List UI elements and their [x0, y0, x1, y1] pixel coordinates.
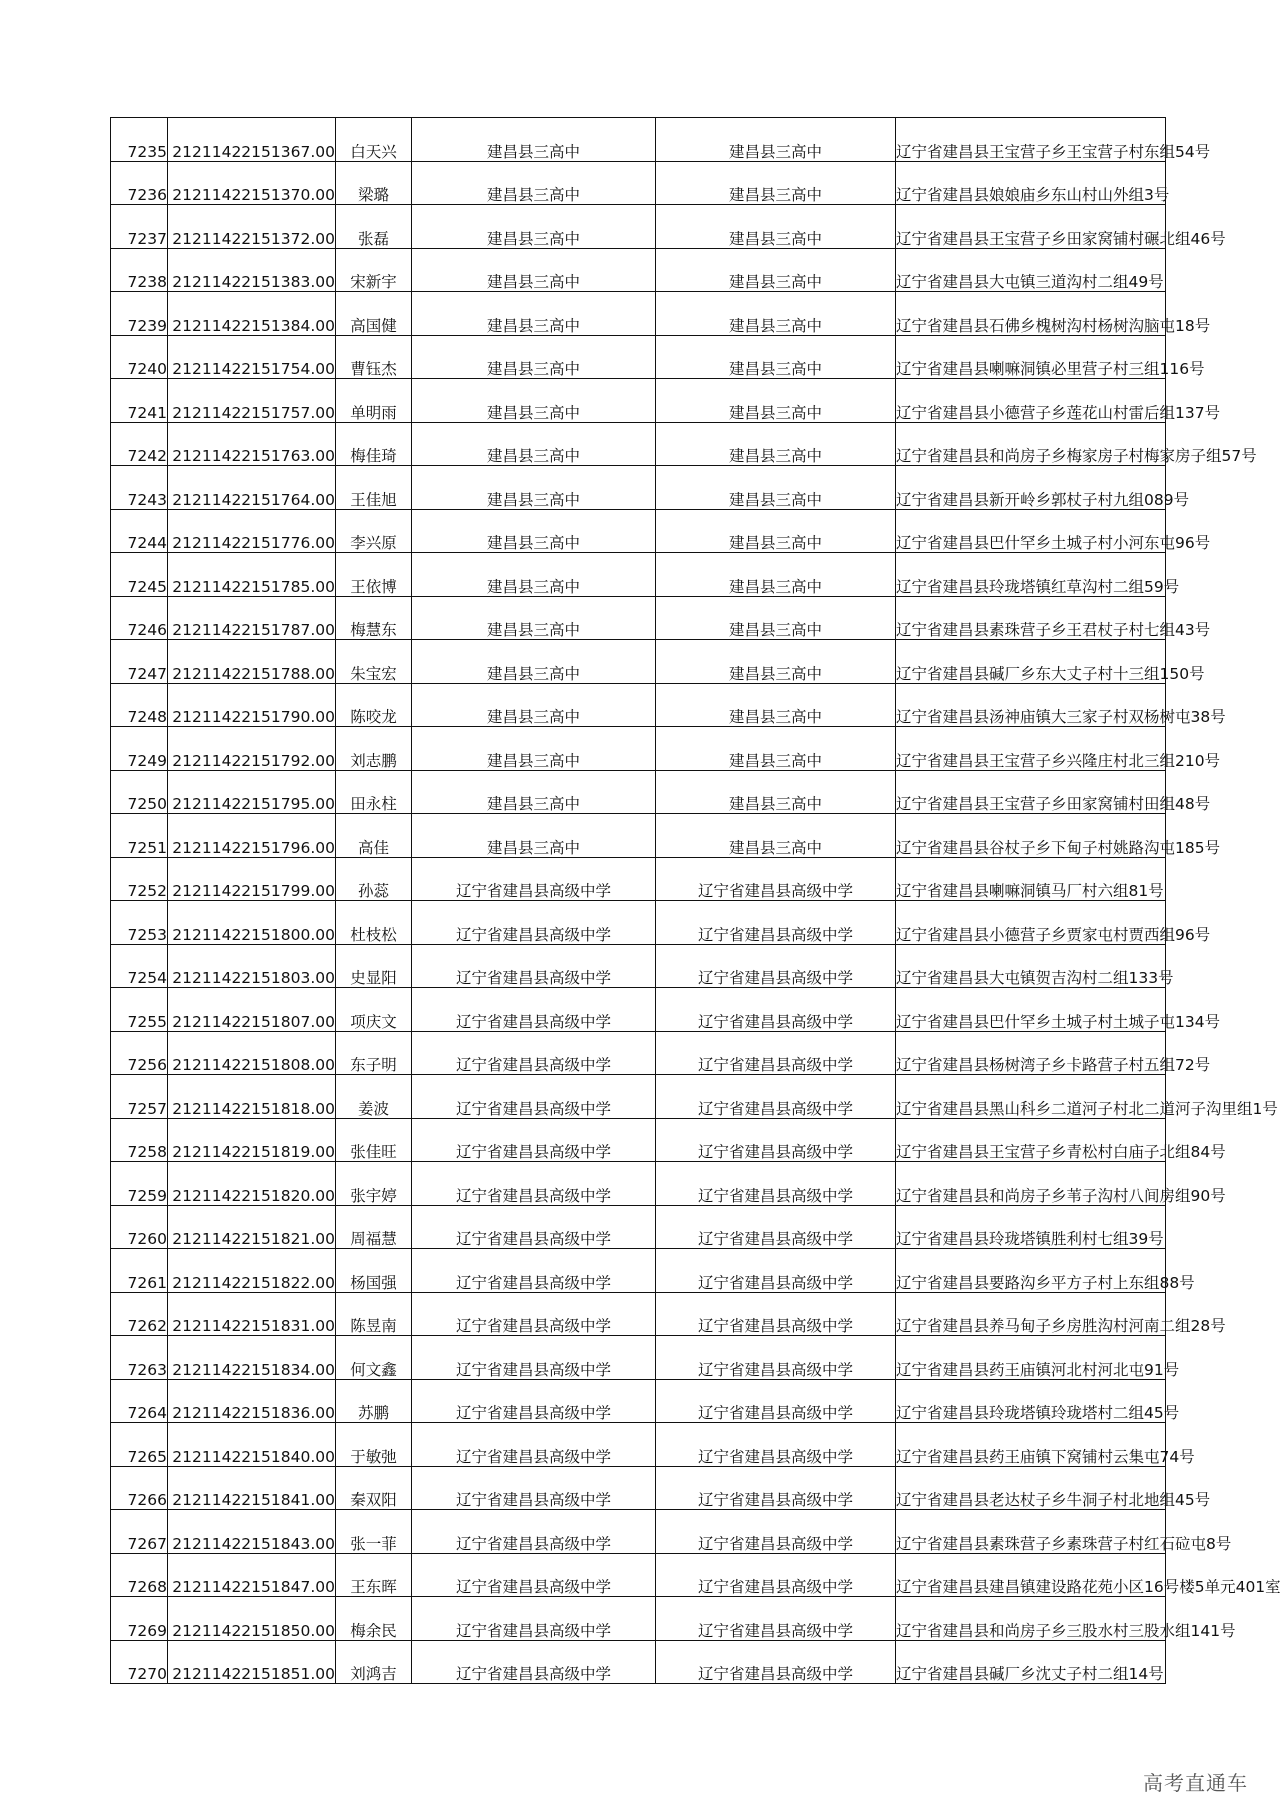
graduation-school-cell: 辽宁省建昌县高级中学	[656, 901, 896, 945]
graduation-school-cell: 辽宁省建昌县高级中学	[656, 1075, 896, 1119]
row-index-cell: 7239	[111, 292, 168, 336]
candidate-id-cell: 21211422151799.00	[168, 857, 336, 901]
school-name-cell: 辽宁省建昌县高级中学	[412, 1336, 656, 1380]
graduation-school-cell: 建昌县三高中	[656, 596, 896, 640]
table-row	[111, 1162, 1166, 1206]
candidate-id-cell: 21211422151367.00	[168, 118, 336, 162]
graduation-school-cell: 辽宁省建昌县高级中学	[656, 1118, 896, 1162]
row-index-cell: 7251	[111, 814, 168, 858]
candidate-id-cell: 21211422151819.00	[168, 1118, 336, 1162]
home-address-cell: 辽宁省建昌县小德营子乡莲花山村雷后组137号	[896, 379, 1166, 423]
school-name-cell: 辽宁省建昌县高级中学	[412, 1553, 656, 1597]
student-name-cell: 刘志鹏	[336, 727, 412, 771]
school-name-cell: 建昌县三高中	[412, 727, 656, 771]
school-name-cell: 辽宁省建昌县高级中学	[412, 1249, 656, 1293]
student-name-cell: 张宇婷	[336, 1162, 412, 1206]
student-name-cell: 宋新宇	[336, 248, 412, 292]
graduation-school-cell: 建昌县三高中	[656, 161, 896, 205]
home-address-cell: 辽宁省建昌县和尚房子乡梅家房子村梅家房子组57号	[896, 422, 1166, 466]
student-name-cell: 何文鑫	[336, 1336, 412, 1380]
table-row	[111, 335, 1166, 379]
graduation-school-cell: 辽宁省建昌县高级中学	[656, 1031, 896, 1075]
graduation-school-cell: 建昌县三高中	[656, 292, 896, 336]
student-name-cell: 杨国强	[336, 1249, 412, 1293]
table-row	[111, 770, 1166, 814]
graduation-school-cell: 建昌县三高中	[656, 509, 896, 553]
row-index-cell: 7249	[111, 727, 168, 771]
home-address-cell: 辽宁省建昌县素珠营子乡素珠营子村红石砬屯8号	[896, 1510, 1166, 1554]
candidate-id-cell: 21211422151384.00	[168, 292, 336, 336]
row-index-cell: 7245	[111, 553, 168, 597]
home-address-cell: 辽宁省建昌县喇嘛洞镇必里营子村三组116号	[896, 335, 1166, 379]
student-name-cell: 东子明	[336, 1031, 412, 1075]
graduation-school-cell: 辽宁省建昌县高级中学	[656, 1205, 896, 1249]
row-index-cell: 7263	[111, 1336, 168, 1380]
table-row	[111, 596, 1166, 640]
table-row	[111, 1292, 1166, 1336]
table-row	[111, 1249, 1166, 1293]
candidate-id-cell: 21211422151807.00	[168, 988, 336, 1032]
school-name-cell: 建昌县三高中	[412, 770, 656, 814]
student-name-cell: 刘鸿吉	[336, 1640, 412, 1684]
row-index-cell: 7261	[111, 1249, 168, 1293]
candidate-id-cell: 21211422151841.00	[168, 1466, 336, 1510]
graduation-school-cell: 辽宁省建昌县高级中学	[656, 1162, 896, 1206]
row-index-cell: 7236	[111, 161, 168, 205]
table-row	[111, 814, 1166, 858]
school-name-cell: 辽宁省建昌县高级中学	[412, 1379, 656, 1423]
graduation-school-cell: 建昌县三高中	[656, 770, 896, 814]
row-index-cell: 7250	[111, 770, 168, 814]
candidate-id-cell: 21211422151790.00	[168, 683, 336, 727]
table-row	[111, 1075, 1166, 1119]
graduation-school-cell: 辽宁省建昌县高级中学	[656, 1379, 896, 1423]
table-row	[111, 1118, 1166, 1162]
table-row	[111, 292, 1166, 336]
candidate-id-cell: 21211422151851.00	[168, 1640, 336, 1684]
row-index-cell: 7259	[111, 1162, 168, 1206]
school-name-cell: 辽宁省建昌县高级中学	[412, 1466, 656, 1510]
graduation-school-cell: 辽宁省建昌县高级中学	[656, 1466, 896, 1510]
row-index-cell: 7262	[111, 1292, 168, 1336]
school-name-cell: 辽宁省建昌县高级中学	[412, 901, 656, 945]
school-name-cell: 辽宁省建昌县高级中学	[412, 1423, 656, 1467]
row-index-cell: 7270	[111, 1640, 168, 1684]
roster-body	[111, 118, 1281, 1684]
home-address-cell: 辽宁省建昌县新开岭乡郭杖子村九组089号	[896, 466, 1166, 510]
candidate-id-cell: 21211422151850.00	[168, 1597, 336, 1641]
school-name-cell: 辽宁省建昌县高级中学	[412, 1597, 656, 1641]
candidate-id-cell: 21211422151820.00	[168, 1162, 336, 1206]
candidate-id-cell: 21211422151796.00	[168, 814, 336, 858]
graduation-school-cell: 辽宁省建昌县高级中学	[656, 988, 896, 1032]
home-address-cell: 辽宁省建昌县王宝营子乡田家窝铺村碾北组46号	[896, 205, 1166, 249]
watermark-text: 高考直通车	[1143, 1771, 1248, 1795]
candidate-id-cell: 21211422151834.00	[168, 1336, 336, 1380]
row-index-cell: 7237	[111, 205, 168, 249]
graduation-school-cell: 建昌县三高中	[656, 422, 896, 466]
table-row	[111, 379, 1166, 423]
school-name-cell: 辽宁省建昌县高级中学	[412, 857, 656, 901]
row-index-cell: 7267	[111, 1510, 168, 1554]
home-address-cell: 辽宁省建昌县王宝营子乡王宝营子村东组54号	[896, 118, 1166, 162]
student-name-cell: 苏鹏	[336, 1379, 412, 1423]
home-address-cell: 辽宁省建昌县石佛乡槐树沟村杨树沟脑屯18号	[896, 292, 1166, 336]
home-address-cell: 辽宁省建昌县和尚房子乡苇子沟村八间房组90号	[896, 1162, 1166, 1206]
student-name-cell: 陈昱南	[336, 1292, 412, 1336]
school-name-cell: 辽宁省建昌县高级中学	[412, 988, 656, 1032]
table-row	[111, 944, 1166, 988]
school-name-cell: 建昌县三高中	[412, 248, 656, 292]
home-address-cell: 辽宁省建昌县建昌镇建设路花苑小区16号楼5单元401室	[896, 1553, 1166, 1597]
home-address-cell: 辽宁省建昌县巴什罕乡土城子村土城子屯134号	[896, 988, 1166, 1032]
home-address-cell: 辽宁省建昌县汤神庙镇大三家子村双杨树屯38号	[896, 683, 1166, 727]
student-name-cell: 梅慧东	[336, 596, 412, 640]
school-name-cell: 辽宁省建昌县高级中学	[412, 1640, 656, 1684]
candidate-id-cell: 21211422151840.00	[168, 1423, 336, 1467]
home-address-cell: 辽宁省建昌县和尚房子乡三股水村三股水组141号	[896, 1597, 1166, 1641]
row-index-cell: 7253	[111, 901, 168, 945]
row-index-cell: 7235	[111, 118, 168, 162]
candidate-id-cell: 21211422151776.00	[168, 509, 336, 553]
graduation-school-cell: 建昌县三高中	[656, 814, 896, 858]
table-row	[111, 466, 1166, 510]
graduation-school-cell: 辽宁省建昌县高级中学	[656, 1510, 896, 1554]
candidate-id-cell: 21211422151847.00	[168, 1553, 336, 1597]
candidate-id-cell: 21211422151763.00	[168, 422, 336, 466]
candidate-id-cell: 21211422151754.00	[168, 335, 336, 379]
graduation-school-cell: 建昌县三高中	[656, 553, 896, 597]
student-name-cell: 梅佳琦	[336, 422, 412, 466]
row-index-cell: 7266	[111, 1466, 168, 1510]
school-name-cell: 建昌县三高中	[412, 161, 656, 205]
candidate-id-cell: 21211422151822.00	[168, 1249, 336, 1293]
graduation-school-cell: 辽宁省建昌县高级中学	[656, 1597, 896, 1641]
school-name-cell: 建昌县三高中	[412, 118, 656, 162]
home-address-cell: 辽宁省建昌县大屯镇三道沟村二组49号	[896, 248, 1166, 292]
school-name-cell: 建昌县三高中	[412, 379, 656, 423]
candidate-id-cell: 21211422151764.00	[168, 466, 336, 510]
home-address-cell: 辽宁省建昌县杨树湾子乡卡路营子村五组72号	[896, 1031, 1166, 1075]
student-name-cell: 张一菲	[336, 1510, 412, 1554]
graduation-school-cell: 建昌县三高中	[656, 248, 896, 292]
home-address-cell: 辽宁省建昌县王宝营子乡青松村白庙子北组84号	[896, 1118, 1166, 1162]
school-name-cell: 建昌县三高中	[412, 205, 656, 249]
row-index-cell: 7252	[111, 857, 168, 901]
candidate-id-cell: 21211422151821.00	[168, 1205, 336, 1249]
table-row	[111, 1205, 1166, 1249]
student-name-cell: 项庆文	[336, 988, 412, 1032]
candidate-id-cell: 21211422151788.00	[168, 640, 336, 684]
student-name-cell: 孙蕊	[336, 857, 412, 901]
student-name-cell: 梅余民	[336, 1597, 412, 1641]
row-index-cell: 7257	[111, 1075, 168, 1119]
graduation-school-cell: 建昌县三高中	[656, 466, 896, 510]
row-index-cell: 7240	[111, 335, 168, 379]
home-address-cell: 辽宁省建昌县药王庙镇下窝铺村云集屯74号	[896, 1423, 1166, 1467]
graduation-school-cell: 辽宁省建昌县高级中学	[656, 1553, 896, 1597]
row-index-cell: 7264	[111, 1379, 168, 1423]
row-index-cell: 7246	[111, 596, 168, 640]
student-name-cell: 高佳	[336, 814, 412, 858]
school-name-cell: 辽宁省建昌县高级中学	[412, 1205, 656, 1249]
student-name-cell: 姜波	[336, 1075, 412, 1119]
table-row	[111, 1423, 1166, 1467]
student-name-cell: 梁璐	[336, 161, 412, 205]
row-index-cell: 7260	[111, 1205, 168, 1249]
student-name-cell: 李兴原	[336, 509, 412, 553]
candidate-id-cell: 21211422151757.00	[168, 379, 336, 423]
row-index-cell: 7244	[111, 509, 168, 553]
student-name-cell: 于敏弛	[336, 1423, 412, 1467]
candidate-id-cell: 21211422151787.00	[168, 596, 336, 640]
table-row	[111, 161, 1166, 205]
candidate-id-cell: 21211422151795.00	[168, 770, 336, 814]
home-address-cell: 辽宁省建昌县王宝营子乡兴隆庄村北三组210号	[896, 727, 1166, 771]
candidate-id-cell: 21211422151831.00	[168, 1292, 336, 1336]
row-index-cell: 7258	[111, 1118, 168, 1162]
table-row	[111, 1640, 1166, 1684]
home-address-cell: 辽宁省建昌县黑山科乡二道河子村北二道河子沟里组1号	[896, 1075, 1166, 1119]
candidate-id-cell: 21211422151370.00	[168, 161, 336, 205]
student-name-cell: 白天兴	[336, 118, 412, 162]
graduation-school-cell: 辽宁省建昌县高级中学	[656, 1423, 896, 1467]
school-name-cell: 建昌县三高中	[412, 553, 656, 597]
home-address-cell: 辽宁省建昌县小德营子乡贾家屯村贾西组96号	[896, 901, 1166, 945]
home-address-cell: 辽宁省建昌县玲珑塔镇红草沟村二组59号	[896, 553, 1166, 597]
table-row	[111, 683, 1166, 727]
table-row	[111, 509, 1166, 553]
home-address-cell: 辽宁省建昌县碱厂乡东大丈子村十三组150号	[896, 640, 1166, 684]
table-row	[111, 1553, 1166, 1597]
student-name-cell: 张佳旺	[336, 1118, 412, 1162]
candidate-id-cell: 21211422151843.00	[168, 1510, 336, 1554]
school-name-cell: 辽宁省建昌县高级中学	[412, 1162, 656, 1206]
row-index-cell: 7247	[111, 640, 168, 684]
table-row	[111, 553, 1166, 597]
candidate-id-cell: 21211422151372.00	[168, 205, 336, 249]
school-name-cell: 建昌县三高中	[412, 640, 656, 684]
graduation-school-cell: 建昌县三高中	[656, 118, 896, 162]
graduation-school-cell: 建昌县三高中	[656, 683, 896, 727]
table-row	[111, 248, 1166, 292]
home-address-cell: 辽宁省建昌县玲珑塔镇玲珑塔村二组45号	[896, 1379, 1166, 1423]
table-row	[111, 118, 1166, 162]
graduation-school-cell: 建昌县三高中	[656, 205, 896, 249]
home-address-cell: 辽宁省建昌县玲珑塔镇胜利村七组39号	[896, 1205, 1166, 1249]
graduation-school-cell: 辽宁省建昌县高级中学	[656, 1336, 896, 1380]
school-name-cell: 建昌县三高中	[412, 292, 656, 336]
row-index-cell: 7241	[111, 379, 168, 423]
table-row	[111, 640, 1166, 684]
candidate-id-cell: 21211422151800.00	[168, 901, 336, 945]
row-index-cell: 7242	[111, 422, 168, 466]
student-name-cell: 单明雨	[336, 379, 412, 423]
candidate-id-cell: 21211422151785.00	[168, 553, 336, 597]
student-name-cell: 田永柱	[336, 770, 412, 814]
candidate-id-cell: 21211422151818.00	[168, 1075, 336, 1119]
row-index-cell: 7256	[111, 1031, 168, 1075]
home-address-cell: 辽宁省建昌县娘娘庙乡东山村山外组3号	[896, 161, 1166, 205]
school-name-cell: 建昌县三高中	[412, 335, 656, 379]
roster-table	[110, 117, 1281, 1684]
candidate-id-cell: 21211422151808.00	[168, 1031, 336, 1075]
graduation-school-cell: 辽宁省建昌县高级中学	[656, 1292, 896, 1336]
row-index-cell: 7255	[111, 988, 168, 1032]
graduation-school-cell: 建昌县三高中	[656, 379, 896, 423]
candidate-id-cell: 21211422151383.00	[168, 248, 336, 292]
graduation-school-cell: 辽宁省建昌县高级中学	[656, 944, 896, 988]
home-address-cell: 辽宁省建昌县养马甸子乡房胜沟村河南二组28号	[896, 1292, 1166, 1336]
student-name-cell: 王东晖	[336, 1553, 412, 1597]
student-name-cell: 周福慧	[336, 1205, 412, 1249]
row-index-cell: 7269	[111, 1597, 168, 1641]
student-name-cell: 史显阳	[336, 944, 412, 988]
table-row	[111, 1031, 1166, 1075]
home-address-cell: 辽宁省建昌县药王庙镇河北村河北屯91号	[896, 1336, 1166, 1380]
table-row	[111, 422, 1166, 466]
student-name-cell: 张磊	[336, 205, 412, 249]
student-name-cell: 陈咬龙	[336, 683, 412, 727]
school-name-cell: 建昌县三高中	[412, 814, 656, 858]
home-address-cell: 辽宁省建昌县谷杖子乡下甸子村姚路沟屯185号	[896, 814, 1166, 858]
student-name-cell: 朱宝宏	[336, 640, 412, 684]
candidate-id-cell: 21211422151792.00	[168, 727, 336, 771]
table-row	[111, 1379, 1166, 1423]
table-row	[111, 1510, 1166, 1554]
student-name-cell: 王佳旭	[336, 466, 412, 510]
table-row	[111, 988, 1166, 1032]
home-address-cell: 辽宁省建昌县素珠营子乡王君杖子村七组43号	[896, 596, 1166, 640]
row-index-cell: 7268	[111, 1553, 168, 1597]
student-name-cell: 杜枝松	[336, 901, 412, 945]
table-row	[111, 1336, 1166, 1380]
candidate-id-cell: 21211422151803.00	[168, 944, 336, 988]
school-name-cell: 辽宁省建昌县高级中学	[412, 1510, 656, 1554]
home-address-cell: 辽宁省建昌县喇嘛洞镇马厂村六组81号	[896, 857, 1166, 901]
graduation-school-cell: 辽宁省建昌县高级中学	[656, 857, 896, 901]
school-name-cell: 建昌县三高中	[412, 509, 656, 553]
table-row	[111, 205, 1166, 249]
row-index-cell: 7238	[111, 248, 168, 292]
student-name-cell: 高国健	[336, 292, 412, 336]
school-name-cell: 建昌县三高中	[412, 466, 656, 510]
graduation-school-cell: 建昌县三高中	[656, 335, 896, 379]
row-index-cell: 7254	[111, 944, 168, 988]
school-name-cell: 建昌县三高中	[412, 422, 656, 466]
school-name-cell: 建昌县三高中	[412, 596, 656, 640]
table-row	[111, 727, 1166, 771]
student-name-cell: 曹钰杰	[336, 335, 412, 379]
school-name-cell: 辽宁省建昌县高级中学	[412, 1292, 656, 1336]
student-name-cell: 秦双阳	[336, 1466, 412, 1510]
row-index-cell: 7248	[111, 683, 168, 727]
home-address-cell: 辽宁省建昌县老达杖子乡牛洞子村北地组45号	[896, 1466, 1166, 1510]
graduation-school-cell: 辽宁省建昌县高级中学	[656, 1249, 896, 1293]
table-row	[111, 1597, 1166, 1641]
school-name-cell: 辽宁省建昌县高级中学	[412, 1031, 656, 1075]
school-name-cell: 建昌县三高中	[412, 683, 656, 727]
home-address-cell: 辽宁省建昌县大屯镇贺吉沟村二组133号	[896, 944, 1166, 988]
table-row	[111, 1466, 1166, 1510]
school-name-cell: 辽宁省建昌县高级中学	[412, 1075, 656, 1119]
candidate-id-cell: 21211422151836.00	[168, 1379, 336, 1423]
graduation-school-cell: 建昌县三高中	[656, 640, 896, 684]
table-row	[111, 901, 1166, 945]
row-index-cell: 7265	[111, 1423, 168, 1467]
school-name-cell: 辽宁省建昌县高级中学	[412, 1118, 656, 1162]
home-address-cell: 辽宁省建昌县碱厂乡沈丈子村二组14号	[896, 1640, 1166, 1684]
row-index-cell: 7243	[111, 466, 168, 510]
student-name-cell: 王依博	[336, 553, 412, 597]
home-address-cell: 辽宁省建昌县要路沟乡平方子村上东组88号	[896, 1249, 1166, 1293]
home-address-cell: 辽宁省建昌县王宝营子乡田家窝铺村田组48号	[896, 770, 1166, 814]
graduation-school-cell: 辽宁省建昌县高级中学	[656, 1640, 896, 1684]
home-address-cell: 辽宁省建昌县巴什罕乡土城子村小河东屯96号	[896, 509, 1166, 553]
graduation-school-cell: 建昌县三高中	[656, 727, 896, 771]
school-name-cell: 辽宁省建昌县高级中学	[412, 944, 656, 988]
table-row	[111, 857, 1166, 901]
